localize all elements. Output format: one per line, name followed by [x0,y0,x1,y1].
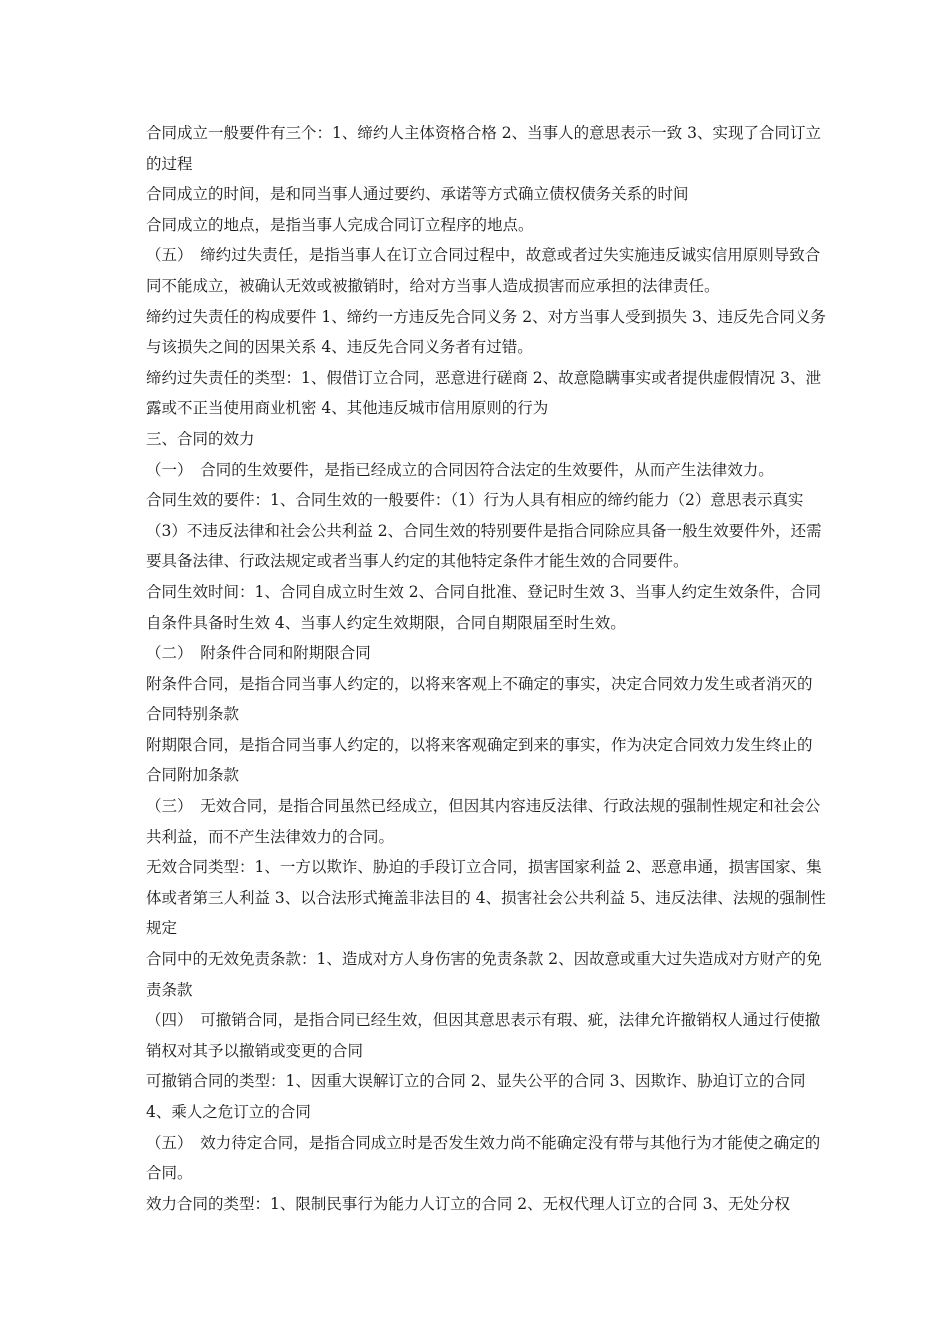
paragraph: 合同成立的地点，是指当事人完成合同订立程序的地点。 [146,215,534,234]
paragraph: 效力合同的类型：1、限制民事行为能力人订立的合同 2、无权代理人订立的合同 3、无处分权 [146,1194,790,1213]
paragraph: 合同生效时间：1、合同自成立时生效 2、合同自批准、登记时生效 3、当事人约定生效条件，合同自条件具备时生效 4、当事人约定生效期限，合同自期限届至时生效。 [146,582,821,632]
paragraph: 可撤销合同的类型：1、因重大误解订立的合同 2、显失公平的合同 3、因欺诈、胁迫订立的合同 4、乘人之危订立的合同 [146,1072,806,1121]
paragraph: （五） 缔约过失责任，是指当事人在订立合同过程中，故意或者过失实施违反诚实信用原则导致合同不能成立，被确认无效或被撤销时，给对方当事人造成损害而应承担的法律责任。 [146,246,821,295]
paragraph: 无效合同类型：1、一方以欺诈、胁迫的手段订立合同，损害国家利益 2、恶意串通，损害国家、集体或者第三人利益 3、以合法形式掩盖非法目的 4、损害社会公共利益 5、违反法律、法规的强制性规定 [146,858,826,938]
paragraph: 合同生效的要件：1、合同生效的一般要件：（1）行为人具有相应的缔约能力（2）意思表示真实（3）不违反法律和社会公共利益 2、合同生效的特别要件是指合同除应具备一般生效要件外，还需要具备法律、行政法规定或者当事人约定的其他特定条件才能生效的合同要件。 [146,491,822,571]
section-heading: 三、合同的效力 [146,429,255,448]
paragraph: （三） 无效合同，是指合同虽然已经成立，但因其内容违反法律、行政法规的强制性规定和社会公共利益，而不产生法律效力的合同。 [146,797,821,846]
paragraph: 合同成立一般要件有三个：1、缔约人主体资格合格 2、当事人的意思表示一致 3、实现了合同订立的过程 [146,124,821,173]
paragraph: 附条件合同，是指合同当事人约定的，以将来客观上不确定的事实，决定合同效力发生或者消灭的合同特别条款 [146,674,813,724]
paragraph: （一） 合同的生效要件，是指已经成立的合同因符合法定的生效要件，从而产生法律效力。 [146,460,774,479]
subsection-heading: （二） 附条件合同和附期限合同 [146,644,371,663]
paragraph: （五） 效力待定合同，是指合同成立时是否发生效力尚不能确定没有带与其他行为才能使之确定的合同。 [146,1133,821,1183]
document-body [146,118,826,1219]
paragraph: 缔约过失责任的构成要件 1、缔约一方违反先合同义务 2、对方当事人受到损失 3、违反先合同义务与该损失之间的因果关系 4、违反先合同义务者有过错。 [146,307,826,357]
paragraph: 合同成立的时间，是和同当事人通过要约、承诺等方式确立债权债务关系的时间 [146,185,689,204]
paragraph: 合同中的无效免责条款：1、造成对方人身伤害的免责条款 2、因故意或重大过失造成对方财产的免责条款 [146,950,822,999]
paragraph: （四） 可撤销合同，是指合同已经生效，但因其意思表示有瑕、疵，法律允许撤销权人通过行使撤销权对其予以撤销或变更的合同 [146,1011,821,1060]
paragraph: 缔约过失责任的类型：1、假借订立合同，恶意进行磋商 2、故意隐瞒事实或者提供虚假情况 3、泄露或不正当使用商业机密 4、其他违反城市信用原则的行为 [146,368,821,418]
paragraph: 附期限合同，是指合同当事人约定的，以将来客观确定到来的事实，作为决定合同效力发生终止的合同附加条款 [146,735,813,785]
